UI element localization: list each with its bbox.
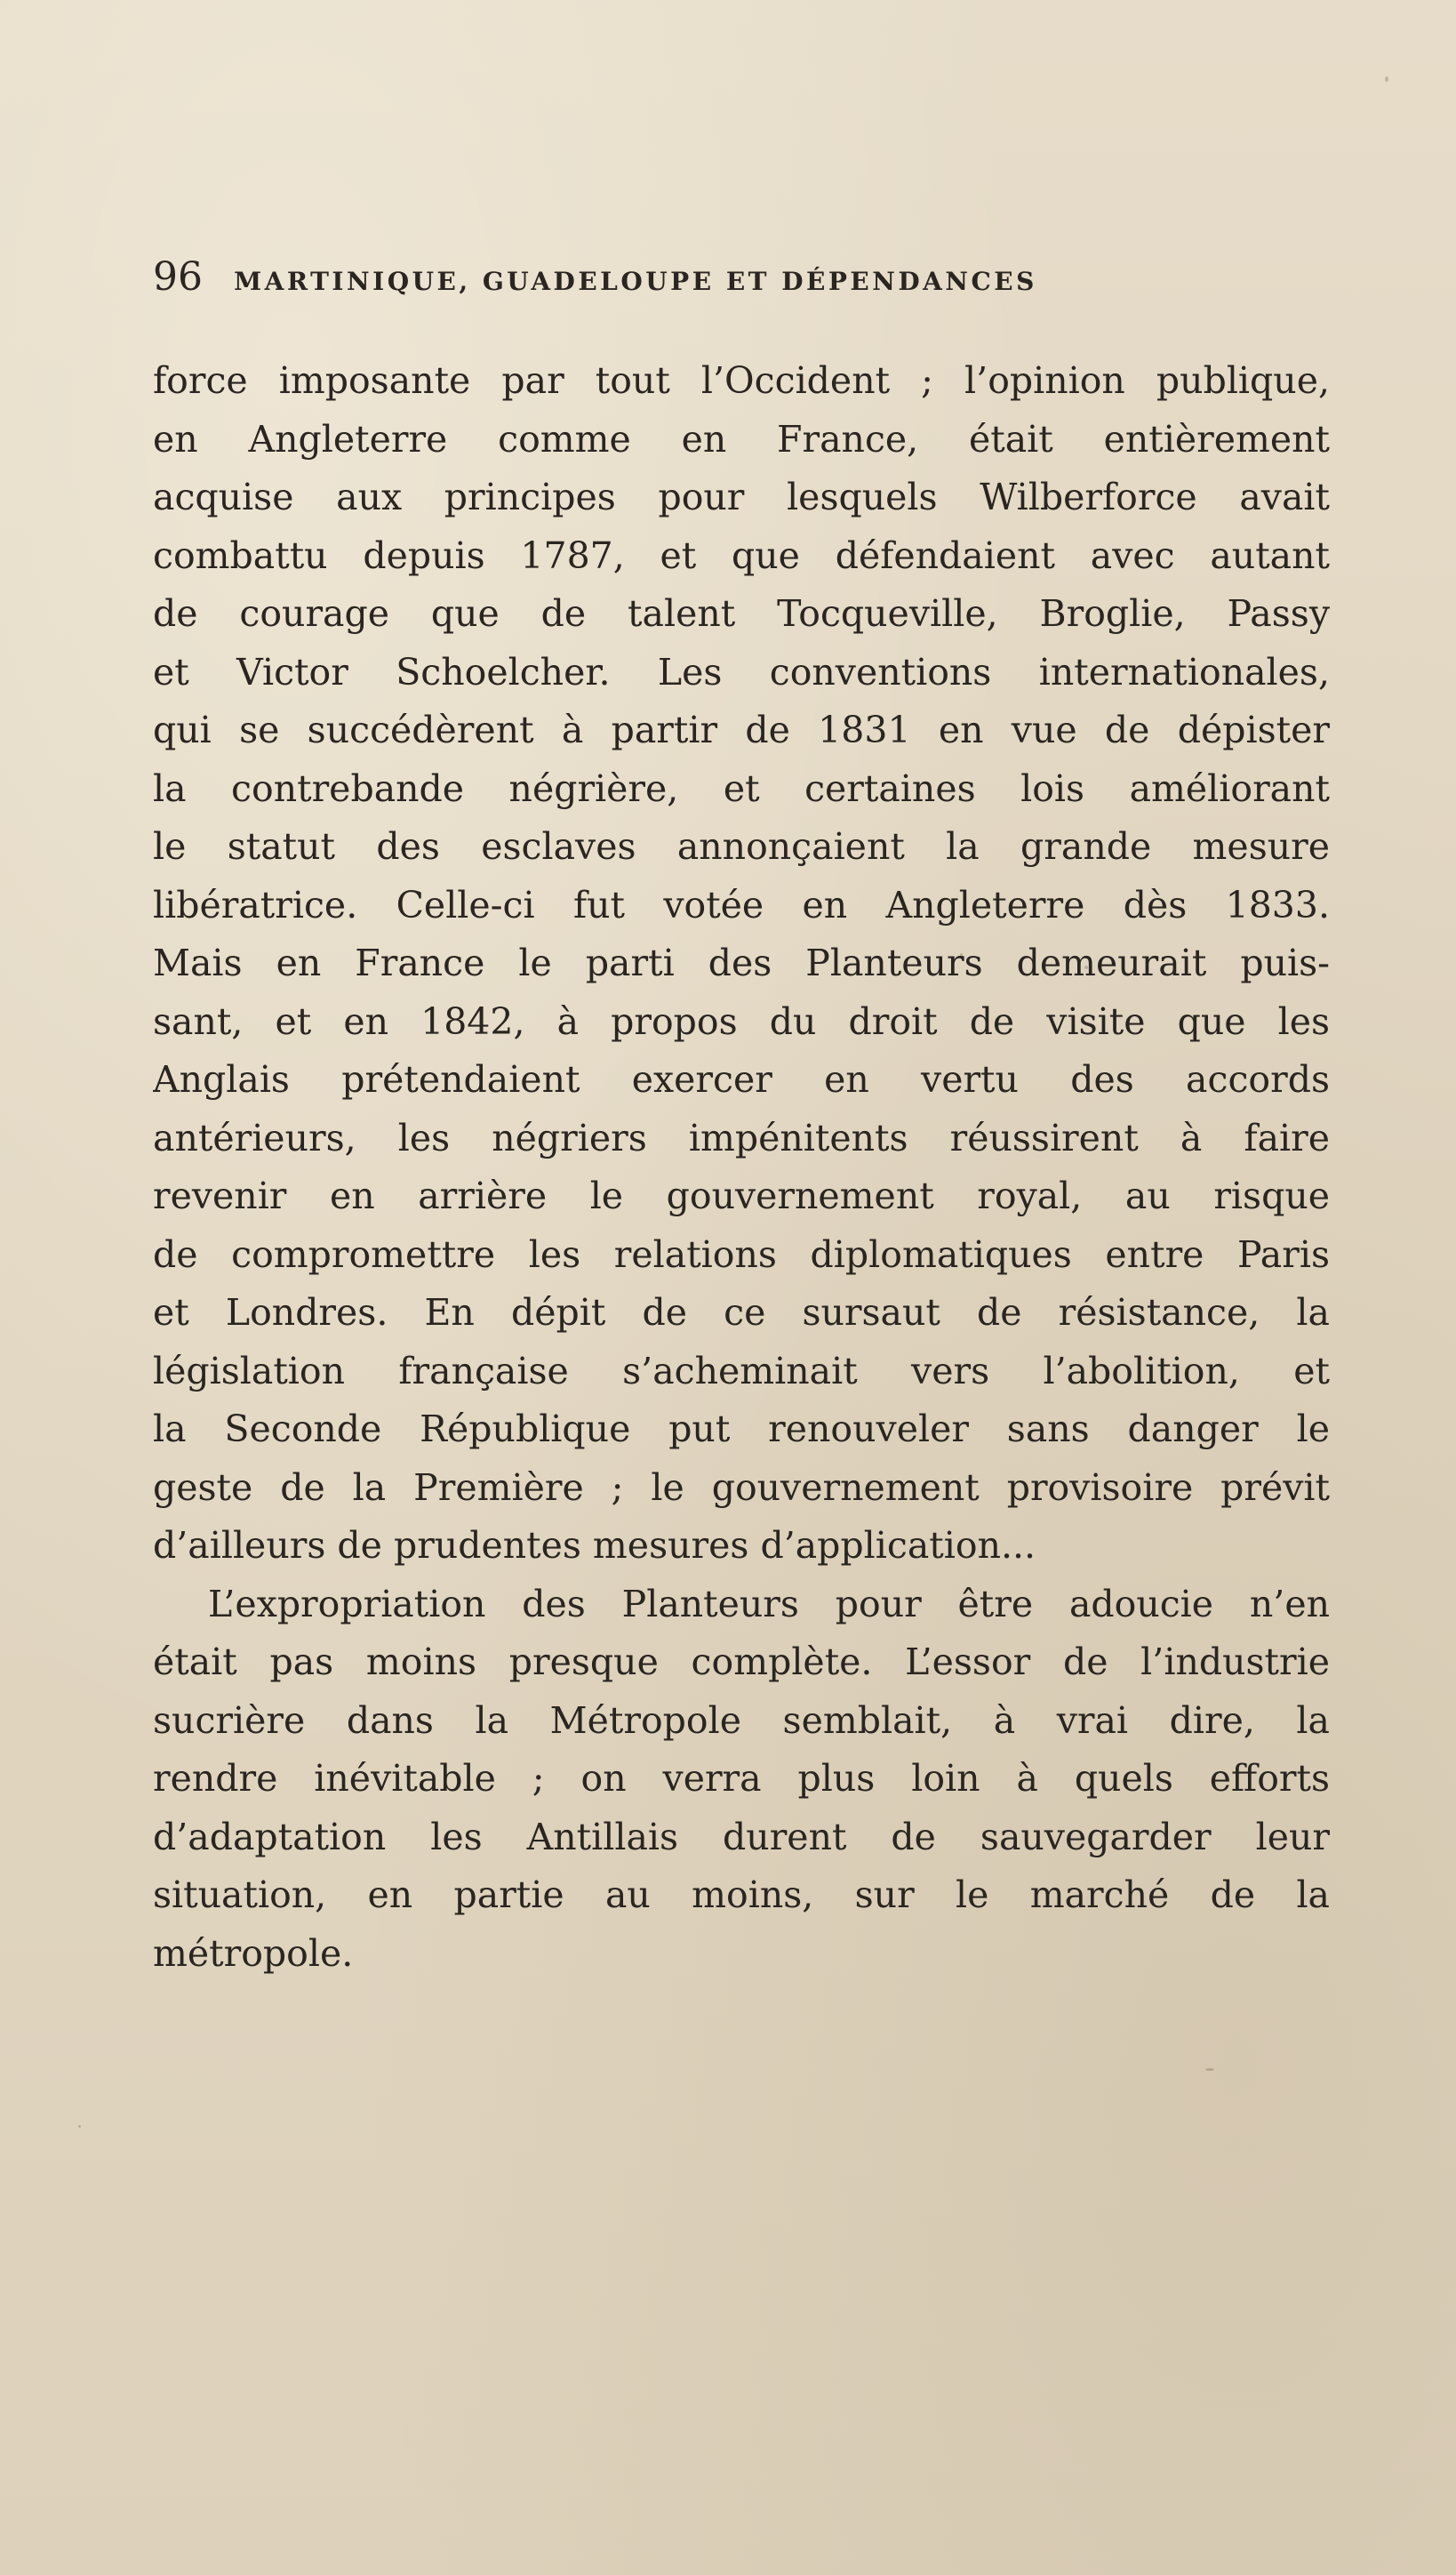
text-line: et Victor Schoelcher. Les conventions internationales, [153, 650, 1330, 694]
text-line: métropole. [153, 1931, 354, 1975]
text-line: de courage que de talent Tocqueville, Broglie, Passy [153, 592, 1330, 635]
text-line: d’adaptation les Antillais durent de sauvegarder leur [153, 1815, 1330, 1858]
body-text [153, 352, 1330, 1983]
paper-speck [1385, 76, 1388, 82]
text-line: Anglais prétendaient exercer en vertu des accords [153, 1058, 1330, 1101]
text-line: Mais en France le parti des Planteurs demeurait puis- [153, 942, 1330, 984]
paragraph-2 [153, 1576, 1330, 1984]
page-number: 96 [153, 254, 203, 300]
text-line: la Seconde République put renouveler sans danger le [153, 1408, 1330, 1450]
paper-speck [1084, 966, 1088, 969]
text-line: qui se succédèrent à partir de 1831 en vue de dépister [153, 709, 1330, 751]
text-line: geste de la Première ; le gouvernement provisoire prévit [153, 1465, 1330, 1509]
text-line: d’ailleurs de prudentes mesures d’application... [153, 1524, 1036, 1567]
text-line: acquise aux principes pour lesquels Wilberforce avait [153, 476, 1330, 518]
text-line: rendre inévitable ; on verra plus loin à quels efforts [153, 1757, 1330, 1800]
paper-speck [1205, 2068, 1214, 2071]
paper-speck [960, 953, 963, 956]
text-line: le statut des esclaves annonçaient la grande mesure [153, 825, 1330, 868]
text-line: libératrice. Celle-ci fut votée en Angleterre dès 1833. [153, 883, 1330, 927]
running-head [153, 254, 1220, 308]
text-line: la contrebande négrière, et certaines lois améliorant [153, 766, 1330, 810]
paragraph-1 [153, 352, 1330, 1576]
text-line: et Londres. En dépit de ce sursaut de résistance, la [153, 1291, 1330, 1334]
text-line: sucrière dans la Métropole semblait, à vrai dire, la [153, 1698, 1330, 1742]
text-line: était pas moins presque complète. L’essor de l’industrie [153, 1640, 1330, 1683]
text-line: législation française s’acheminait vers l’abolition, et [153, 1349, 1330, 1392]
text-line: sant, et en 1842, à propos du droit de visite que les [153, 999, 1330, 1043]
text-line: en Angleterre comme en France, était entièrement [153, 417, 1330, 461]
text-line: de compromettre les relations diplomatiques entre Paris [153, 1232, 1330, 1276]
text-line: revenir en arrière le gouvernement royal, au risque [153, 1175, 1330, 1217]
running-title: MARTINIQUE, GUADELOUPE ET DÉPENDANCES [234, 267, 1037, 296]
paper-speck [78, 2125, 81, 2128]
text-line: antérieurs, les négriers impénitents réussirent à faire [153, 1116, 1330, 1159]
text-line: combattu depuis 1787, et que défendaient avec autant [153, 533, 1330, 577]
text-line: force imposante par tout l’Occident ; l’opinion publique, [153, 359, 1330, 402]
text-line: L’expropriation des Planteurs pour être adoucie n’en [208, 1582, 1330, 1625]
text-line: situation, en partie au moins, sur le marché de la [153, 1873, 1330, 1916]
